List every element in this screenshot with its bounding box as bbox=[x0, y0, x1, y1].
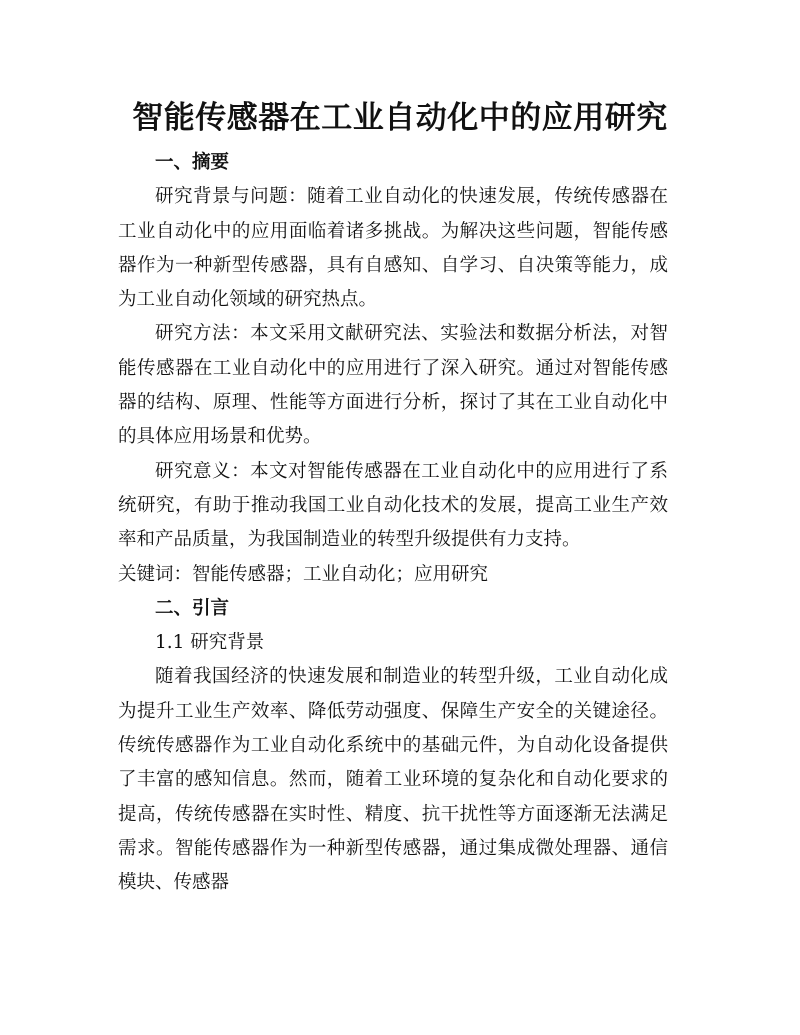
intro-heading: 二、引言 bbox=[155, 597, 230, 619]
document-body bbox=[118, 146, 668, 901]
abstract-paragraph-method: 研究方法：本文采用文献研究法、实验法和数据分析法，对智能传感器在工业自动化中的应用进行了深入研究。通过对智能传感器的结构、原理、性能等方面进行分析，探讨了其在工业自动化中的具体应用场景和优势。 bbox=[118, 323, 668, 448]
document-title: 智能传感器在工业自动化中的应用研究 bbox=[132, 100, 668, 136]
intro-paragraph: 随着我国经济的快速发展和制造业的转型升级，工业自动化成为提升工业生产效率、降低劳动强度、保障生产安全的关键途径。传统传感器作为工业自动化系统中的基础元件，为自动化设备提供了丰富的感知信息。然而，随着工业环境的复杂化和自动化要求的提高，传统传感器在实时性、精度、抗干扰性等方面逐渐无法满足需求。智能传感器作为一种新型传感器，通过集成微处理器、通信模块、传感器 bbox=[118, 666, 668, 894]
section-1-1-heading: 1.1 研究背景 bbox=[155, 632, 265, 654]
abstract-paragraph-significance: 研究意义：本文对智能传感器在工业自动化中的应用进行了系统研究，有助于推动我国工业自动化技术的发展，提高工业生产效率和产品质量，为我国制造业的转型升级提供有力支持。 bbox=[118, 460, 668, 551]
keywords-line: 关键词：智能传感器；工业自动化；应用研究 bbox=[118, 563, 489, 585]
abstract-heading: 一、摘要 bbox=[155, 152, 230, 173]
abstract-paragraph-background: 研究背景与问题：随着工业自动化的快速发展，传统传感器在工业自动化中的应用面临着诸多挑战。为解决这些问题，智能传感器作为一种新型传感器，具有自感知、自学习、自决策等能力，成为工业自动化领域的研究热点。 bbox=[118, 186, 668, 311]
